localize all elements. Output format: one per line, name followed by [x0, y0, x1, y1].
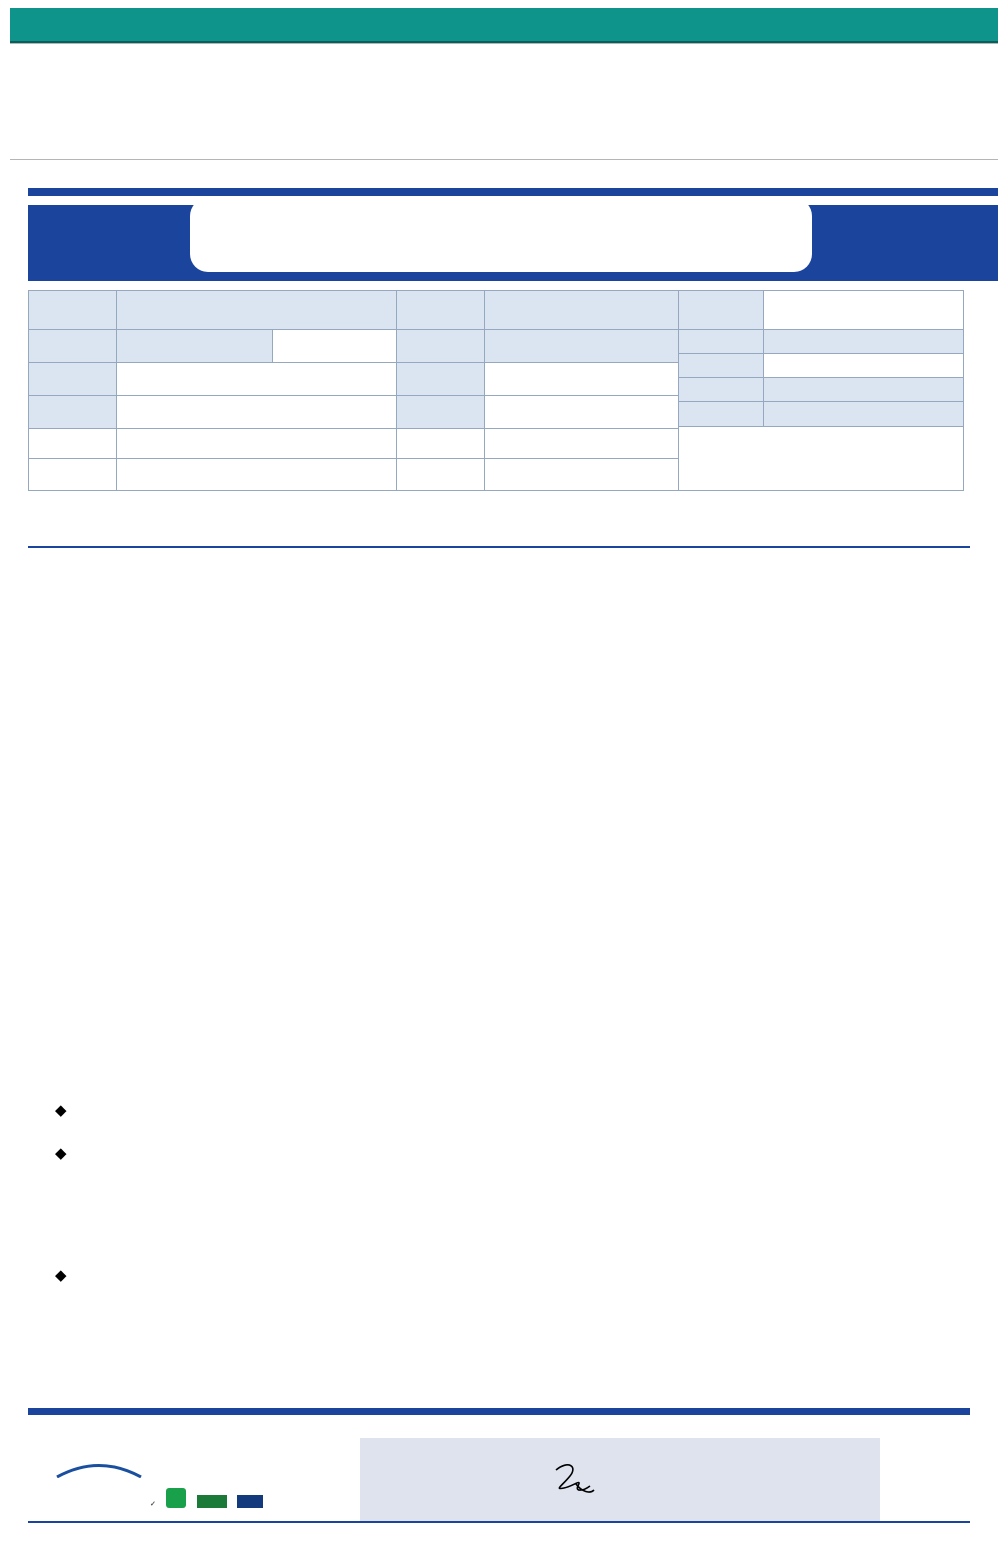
field [25, 114, 95, 136]
field [408, 136, 470, 158]
cell-label [679, 378, 764, 402]
cell-value [117, 363, 397, 396]
cell-value [485, 396, 679, 429]
cell-label [679, 291, 764, 330]
staff-row [374, 1493, 466, 1508]
cell-label [29, 396, 117, 429]
cell-value [117, 291, 397, 330]
field [408, 70, 470, 92]
staff-row [374, 1470, 466, 1486]
cap-accredited-badge: ✓ [150, 1501, 156, 1508]
cell-label [29, 330, 117, 363]
cell-label [397, 396, 485, 429]
cell-label [29, 363, 117, 396]
cell-value [764, 354, 963, 378]
accreditation-badges [150, 1488, 269, 1508]
cell-label [679, 402, 764, 427]
diamond-icon: ◆ [55, 1267, 67, 1284]
lipoprint-chart [178, 558, 822, 1045]
section-rule [28, 546, 970, 548]
field [408, 114, 470, 136]
cell-label [679, 354, 764, 378]
footer-rule-bottom [28, 1521, 970, 1523]
serum-note [679, 427, 963, 490]
cell-label [397, 291, 485, 330]
cell-value [485, 363, 679, 396]
cell-value [117, 396, 397, 429]
report-banner-cutout [190, 198, 812, 272]
field [408, 48, 470, 70]
result-heading [55, 1144, 81, 1163]
field [233, 48, 285, 70]
footer-rule-top [28, 1408, 970, 1415]
cell-value [764, 402, 963, 427]
org-number [969, 1420, 972, 1433]
cell-value [117, 330, 273, 363]
cell-value [485, 330, 679, 363]
cell-value [764, 378, 963, 402]
diamond-icon: ◆ [55, 1102, 67, 1119]
staff-panel [360, 1438, 880, 1522]
cell-value [764, 291, 963, 330]
comment-heading [55, 1266, 81, 1285]
field [25, 92, 95, 114]
cell-value [273, 330, 397, 363]
field [408, 92, 470, 114]
field [233, 92, 370, 114]
field [25, 136, 95, 158]
title-banner [10, 8, 998, 44]
cell-label [29, 291, 117, 330]
lim-badge [166, 1488, 186, 1508]
method-heading [55, 1101, 81, 1120]
cell-value [764, 330, 963, 354]
cell-label [397, 429, 485, 459]
cell-value [485, 429, 679, 459]
navy-rule [28, 188, 998, 196]
field [25, 48, 95, 70]
diamond-icon: ◆ [55, 1145, 67, 1162]
cell-value [117, 459, 397, 490]
cell-value [485, 291, 679, 330]
cell-label [679, 330, 764, 354]
field [233, 114, 285, 136]
signature [548, 1462, 600, 1496]
cell-label [397, 459, 485, 490]
cell-label [29, 429, 117, 459]
footer-address-line [35, 1530, 77, 1545]
info-table [28, 290, 964, 491]
anab-badge [237, 1495, 263, 1508]
cell-value [117, 429, 397, 459]
divider [10, 159, 998, 160]
divider [10, 43, 998, 44]
staff-row [374, 1447, 466, 1463]
eoa-badge [197, 1495, 227, 1508]
cell-value [485, 459, 679, 490]
cell-label [29, 459, 117, 490]
cell-label [397, 363, 485, 396]
scl-logo-arc-icon [53, 1462, 145, 1478]
cell-label [397, 330, 485, 363]
scl-logo [45, 1462, 145, 1478]
qr-code [903, 1438, 969, 1504]
field [233, 70, 285, 92]
field [25, 70, 95, 92]
